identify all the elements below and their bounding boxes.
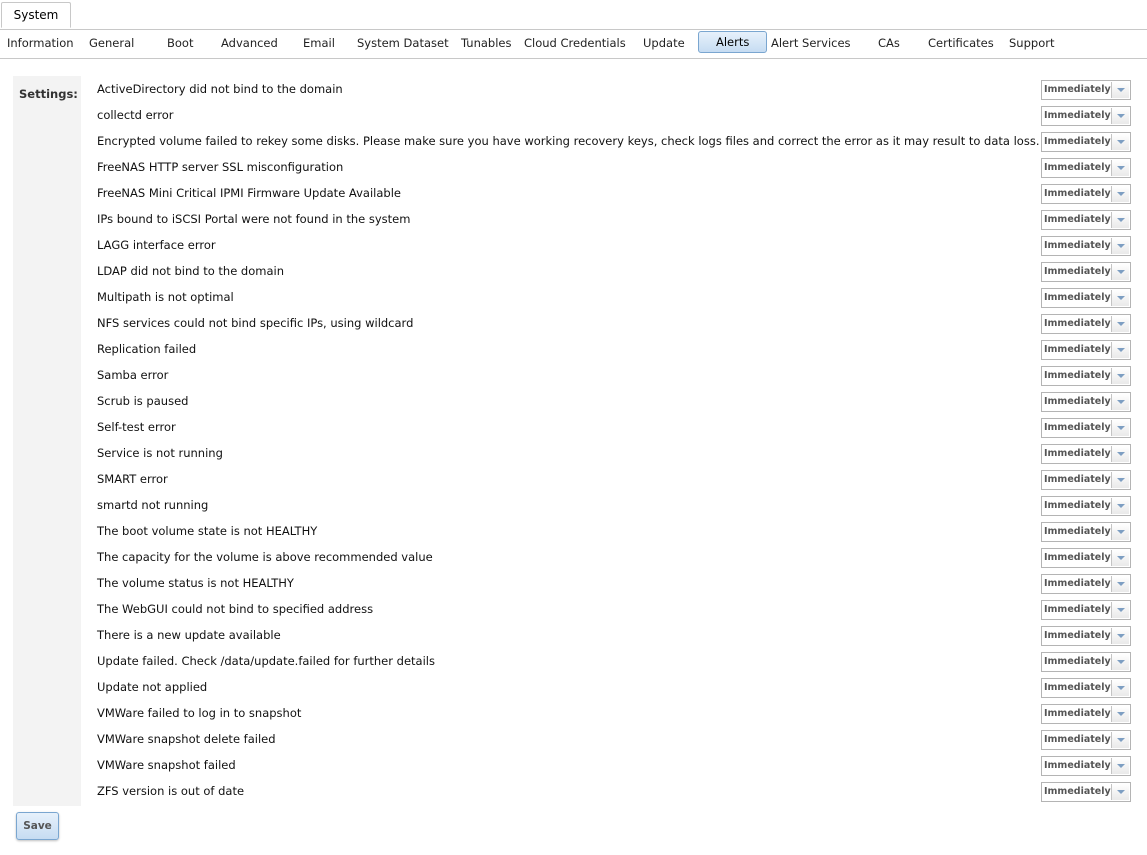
- alert-label: FreeNAS Mini Critical IPMI Firmware Update Available: [97, 186, 401, 200]
- alert-label: SMART error: [97, 472, 168, 486]
- alert-frequency-select[interactable]: [1041, 782, 1131, 802]
- alert-frequency-value: Immediately: [1044, 552, 1111, 563]
- subtab-email[interactable]: Email: [303, 36, 335, 50]
- alert-label: IPs bound to iSCSI Portal were not found in the system: [97, 212, 411, 226]
- chevron-down-icon[interactable]: [1111, 680, 1129, 696]
- alert-label: ActiveDirectory did not bind to the domain: [97, 82, 343, 96]
- chevron-down-icon[interactable]: [1111, 628, 1129, 644]
- alert-label: Scrub is paused: [97, 394, 189, 408]
- alert-frequency-select[interactable]: [1041, 80, 1131, 100]
- alert-frequency-select[interactable]: [1041, 210, 1131, 230]
- alert-label: collectd error: [97, 108, 174, 122]
- alert-frequency-select[interactable]: [1041, 366, 1131, 386]
- settings-label-column: [13, 76, 81, 806]
- alert-label: The boot volume state is not HEALTHY: [97, 524, 318, 538]
- alert-label: There is a new update available: [97, 628, 281, 642]
- alert-frequency-value: Immediately: [1044, 396, 1111, 407]
- chevron-down-icon[interactable]: [1111, 576, 1129, 592]
- chevron-down-icon[interactable]: [1111, 316, 1129, 332]
- alert-frequency-select[interactable]: [1041, 106, 1131, 126]
- alert-row: [97, 522, 1137, 542]
- alert-frequency-select[interactable]: [1041, 548, 1131, 568]
- alert-row: [97, 158, 1137, 178]
- alert-row: [97, 262, 1137, 282]
- chevron-down-icon[interactable]: [1111, 290, 1129, 306]
- alert-frequency-value: Immediately: [1044, 422, 1111, 433]
- alert-frequency-value: Immediately: [1044, 760, 1111, 771]
- save-button[interactable]: Save: [16, 812, 59, 840]
- alert-frequency-value: Immediately: [1044, 188, 1111, 199]
- alert-frequency-value: Immediately: [1044, 292, 1111, 303]
- subtab-certificates[interactable]: Certificates: [928, 36, 994, 50]
- alert-frequency-select[interactable]: [1041, 756, 1131, 776]
- alert-frequency-select[interactable]: [1041, 158, 1131, 178]
- alert-row: [97, 366, 1137, 386]
- alert-label: LDAP did not bind to the domain: [97, 264, 284, 278]
- alert-frequency-value: Immediately: [1044, 214, 1111, 225]
- alert-label: The capacity for the volume is above recommended value: [97, 550, 433, 564]
- chevron-down-icon[interactable]: [1111, 472, 1129, 488]
- system-subnav: [0, 29, 1147, 59]
- alert-row: [97, 574, 1137, 594]
- alert-row: [97, 236, 1137, 256]
- chevron-down-icon[interactable]: [1111, 134, 1129, 150]
- subtab-tunables[interactable]: Tunables: [461, 36, 512, 50]
- chevron-down-icon[interactable]: [1111, 108, 1129, 124]
- settings-label: Settings:: [19, 87, 78, 101]
- alert-row: [97, 782, 1137, 802]
- chevron-down-icon[interactable]: [1111, 264, 1129, 280]
- alert-row: [97, 314, 1137, 334]
- alert-frequency-value: Immediately: [1044, 708, 1111, 719]
- alert-frequency-select[interactable]: [1041, 314, 1131, 334]
- alert-label: Encrypted volume failed to rekey some disks. Please make sure you have working recovery keys, check logs files and correct the error as it may result to data loss.: [97, 134, 1040, 148]
- subtab-update[interactable]: Update: [643, 36, 685, 50]
- chevron-down-icon[interactable]: [1111, 732, 1129, 748]
- alert-label: The WebGUI could not bind to specified address: [97, 602, 374, 616]
- alert-frequency-value: Immediately: [1044, 578, 1111, 589]
- chevron-down-icon[interactable]: [1111, 654, 1129, 670]
- alert-row: [97, 288, 1137, 308]
- subtab-cas[interactable]: CAs: [878, 36, 900, 50]
- alert-row: [97, 704, 1137, 724]
- alert-label: ZFS version is out of date: [97, 784, 245, 798]
- alert-frequency-select[interactable]: [1041, 574, 1131, 594]
- alert-label: The volume status is not HEALTHY: [97, 576, 294, 590]
- alert-frequency-value: Immediately: [1044, 682, 1111, 693]
- chevron-down-icon[interactable]: [1111, 498, 1129, 514]
- alert-label: NFS services could not bind specific IPs, using wildcard: [97, 316, 414, 330]
- alert-frequency-select[interactable]: [1041, 704, 1131, 724]
- alert-frequency-select[interactable]: [1041, 132, 1131, 152]
- alert-label: VMWare failed to log in to snapshot: [97, 706, 302, 720]
- alert-frequency-select[interactable]: [1041, 626, 1131, 646]
- alert-frequency-value: Immediately: [1044, 604, 1111, 615]
- chevron-down-icon[interactable]: [1111, 420, 1129, 436]
- alert-frequency-value: Immediately: [1044, 110, 1111, 121]
- alert-row: [97, 756, 1137, 776]
- chevron-down-icon[interactable]: [1111, 550, 1129, 566]
- subtab-general[interactable]: General: [89, 36, 135, 50]
- alert-frequency-select[interactable]: [1041, 236, 1131, 256]
- alert-row: [97, 626, 1137, 646]
- alert-frequency-select[interactable]: [1041, 600, 1131, 620]
- alert-frequency-value: Immediately: [1044, 734, 1111, 745]
- chevron-down-icon[interactable]: [1111, 706, 1129, 722]
- chevron-down-icon[interactable]: [1111, 758, 1129, 774]
- alert-frequency-select[interactable]: [1041, 418, 1131, 438]
- subtab-information[interactable]: Information: [7, 36, 74, 50]
- subtab-alerts[interactable]: Alerts: [698, 31, 767, 53]
- alert-label: Service is not running: [97, 446, 223, 460]
- subtab-system-dataset[interactable]: System Dataset: [357, 36, 449, 50]
- alert-label: Update failed. Check /data/update.failed for further details: [97, 654, 435, 668]
- alert-frequency-select[interactable]: [1041, 262, 1131, 282]
- alert-frequency-select[interactable]: [1041, 340, 1131, 360]
- alert-frequency-value: Immediately: [1044, 162, 1111, 173]
- alert-frequency-select[interactable]: [1041, 730, 1131, 750]
- chevron-down-icon[interactable]: [1111, 602, 1129, 618]
- alert-frequency-select[interactable]: [1041, 392, 1131, 412]
- alert-frequency-value: Immediately: [1044, 500, 1111, 511]
- alert-row: [97, 652, 1137, 672]
- alert-label: Replication failed: [97, 342, 197, 356]
- alert-row: [97, 418, 1137, 438]
- alert-frequency-select[interactable]: [1041, 652, 1131, 672]
- alert-label: LAGG interface error: [97, 238, 216, 252]
- alert-frequency-value: Immediately: [1044, 318, 1111, 329]
- alert-frequency-select[interactable]: [1041, 470, 1131, 490]
- alert-row: [97, 210, 1137, 230]
- alert-frequency-value: Immediately: [1044, 656, 1111, 667]
- alert-frequency-select[interactable]: [1041, 522, 1131, 542]
- alert-frequency-select[interactable]: [1041, 496, 1131, 516]
- alert-label: Self-test error: [97, 420, 176, 434]
- subtab-boot[interactable]: Boot: [167, 36, 194, 50]
- alert-label: Samba error: [97, 368, 169, 382]
- alert-frequency-value: Immediately: [1044, 786, 1111, 797]
- subtab-alert-services[interactable]: Alert Services: [771, 36, 851, 50]
- alert-frequency-value: Immediately: [1044, 266, 1111, 277]
- alert-row: [97, 106, 1137, 126]
- chevron-down-icon[interactable]: [1111, 524, 1129, 540]
- alert-frequency-value: Immediately: [1044, 136, 1111, 147]
- alert-frequency-select[interactable]: [1041, 678, 1131, 698]
- alert-row: [97, 548, 1137, 568]
- chevron-down-icon[interactable]: [1111, 238, 1129, 254]
- alert-row: [97, 132, 1137, 152]
- alert-row: [97, 392, 1137, 412]
- alert-frequency-select[interactable]: [1041, 184, 1131, 204]
- alert-label: smartd not running: [97, 498, 209, 512]
- alert-row: [97, 340, 1137, 360]
- chevron-down-icon[interactable]: [1111, 186, 1129, 202]
- alert-label: Multipath is not optimal: [97, 290, 234, 304]
- top-tab-bar: [0, 0, 1147, 30]
- alert-row: [97, 600, 1137, 620]
- chevron-down-icon[interactable]: [1111, 82, 1129, 98]
- chevron-down-icon[interactable]: [1111, 368, 1129, 384]
- alert-label: FreeNAS HTTP server SSL misconfiguration: [97, 160, 344, 174]
- chevron-down-icon[interactable]: [1111, 212, 1129, 228]
- chevron-down-icon[interactable]: [1111, 160, 1129, 176]
- alert-frequency-value: Immediately: [1044, 630, 1111, 641]
- alert-frequency-value: Immediately: [1044, 370, 1111, 381]
- alert-row: [97, 496, 1137, 516]
- alert-label: VMWare snapshot delete failed: [97, 732, 276, 746]
- tab-system[interactable]: System: [1, 2, 71, 28]
- alert-row: [97, 80, 1137, 100]
- alert-frequency-value: Immediately: [1044, 448, 1111, 459]
- chevron-down-icon[interactable]: [1111, 446, 1129, 462]
- alert-frequency-value: Immediately: [1044, 240, 1111, 251]
- chevron-down-icon[interactable]: [1111, 784, 1129, 800]
- chevron-down-icon[interactable]: [1111, 394, 1129, 410]
- alert-frequency-select[interactable]: [1041, 288, 1131, 308]
- alert-row: [97, 678, 1137, 698]
- alert-frequency-value: Immediately: [1044, 526, 1111, 537]
- subtab-advanced[interactable]: Advanced: [221, 36, 278, 50]
- alert-row: [97, 444, 1137, 464]
- chevron-down-icon[interactable]: [1111, 342, 1129, 358]
- alert-frequency-select[interactable]: [1041, 444, 1131, 464]
- subtab-cloud-credentials[interactable]: Cloud Credentials: [524, 36, 626, 50]
- alert-frequency-value: Immediately: [1044, 84, 1111, 95]
- alert-row: [97, 184, 1137, 204]
- alert-frequency-value: Immediately: [1044, 344, 1111, 355]
- alert-row: [97, 730, 1137, 750]
- alert-label: Update not applied: [97, 680, 208, 694]
- alert-frequency-value: Immediately: [1044, 474, 1111, 485]
- alert-row: [97, 470, 1137, 490]
- alert-label: VMWare snapshot failed: [97, 758, 236, 772]
- subtab-support[interactable]: Support: [1009, 36, 1055, 50]
